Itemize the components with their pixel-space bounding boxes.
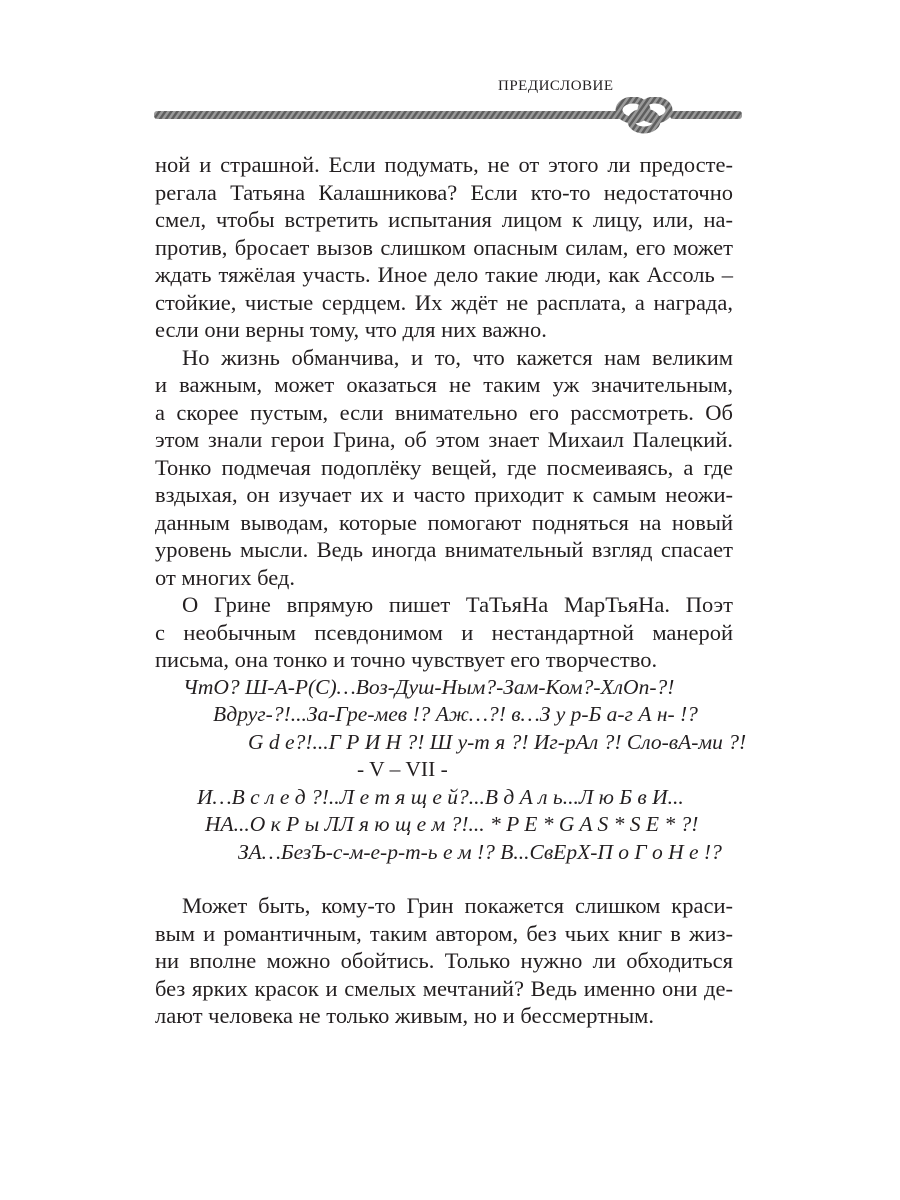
- poem-line: - V – VII -: [357, 757, 448, 781]
- text-line: смел, чтобы встретить испытания лицом к лицу, или, на-: [155, 207, 733, 232]
- text-line: против, бросает вызов слишком опасным силам, его может: [155, 234, 733, 260]
- text-line: ни вполне можно обойтись. Только нужно ли обходиться: [155, 948, 733, 973]
- text-line: Но жизнь обманчива, и то, что кажется нам великим: [182, 344, 733, 370]
- paragraph-1: [155, 151, 733, 344]
- text-line: а скорее пустым, если внимательно его рассмотреть. Об: [155, 399, 733, 425]
- text-line: уровень мысли. Ведь иногда внимательный взгляд спасает: [155, 537, 733, 562]
- poem-line: И…В с л е д ?!..Л е т я щ е й?...В д А л ь...Л ю Б в И...: [197, 784, 684, 809]
- text-line: если они верны тому, что для них важно.: [155, 317, 547, 342]
- text-line: стойкие, чистые сердцем. Их ждёт не расплата, а награда,: [155, 289, 733, 315]
- text-line: Может быть, кому-то Грин покажется слишком краси-: [182, 893, 733, 918]
- text-line: вым и романтичным, таким автором, без чьих книг в жиз-: [155, 920, 733, 946]
- text-line: без ярких красок и смелых мечтаний? Ведь именно они де-: [155, 975, 733, 1001]
- poem-line: G d е?!...Г Р И Н ?! Ш у-т я ?! Иг-рАл ?! Сло-вА-ми ?!: [248, 729, 747, 754]
- text-line: ной и страшной. Если подумать, не от этого ли предосте-: [155, 152, 733, 177]
- paragraph-3: [155, 591, 733, 674]
- text-line: данным выводам, которые помогают подняться на новый: [155, 509, 733, 535]
- page-body: [0, 151, 900, 1030]
- text-line: лают человека не только живым, но и бессмертным.: [155, 1003, 655, 1028]
- text-line: О Грине впрямую пишет ТаТьяНа МарТьяНа. Поэт: [182, 592, 733, 617]
- poem: [0, 674, 900, 867]
- paragraph-2: [155, 344, 733, 592]
- text-line: с необычным псевдонимом и нестандартной манерой: [155, 619, 733, 645]
- final-paragraph: [155, 892, 733, 1030]
- text-line: этом знали герои Грина, об этом знает Михаил Палецкий.: [155, 427, 733, 452]
- text-line: регала Татьяна Калашникова? Если кто-то недостаточно: [155, 179, 733, 205]
- poem-line: НА...О к Р ы ЛЛ я ю щ е м ?!... * P E * G A S * S E * ?!: [205, 812, 699, 836]
- poem-line: ЗА…БезЪ-с-м-е-р-т-ь е м !? В...СвЕрХ-П о Г о Н е !?: [238, 839, 722, 864]
- text-line: вздыхая, он изучает их и часто приходит к самым неожи-: [155, 482, 733, 507]
- text-line: Тонко подмечая подоплёку вещей, где посмеиваясь, а где: [155, 454, 733, 480]
- poem-line: Вдруг-?!...За-Гре-мев !? Аж…?! в…З у р-Б а-г А н- !?: [213, 702, 698, 726]
- text-line: ждать тяжёлая участь. Иное дело такие люди, как Ассоль –: [155, 262, 733, 287]
- text-line: от многих бед.: [155, 564, 295, 590]
- rope-knot-ornament: [150, 97, 750, 137]
- running-header-title: ПРЕДИСЛОВИЕ: [498, 78, 614, 94]
- poem-line: ЧтО? Ш-А-Р(С)…Воз-Душ-Ным?-Зам-Ком?-ХлОп-?!: [183, 674, 675, 699]
- spacer: [0, 866, 900, 892]
- text-line: и важным, может оказаться не таким уж значительным,: [155, 372, 733, 397]
- text-line: письма, она тонко и точно чувствует его творчество.: [155, 647, 658, 672]
